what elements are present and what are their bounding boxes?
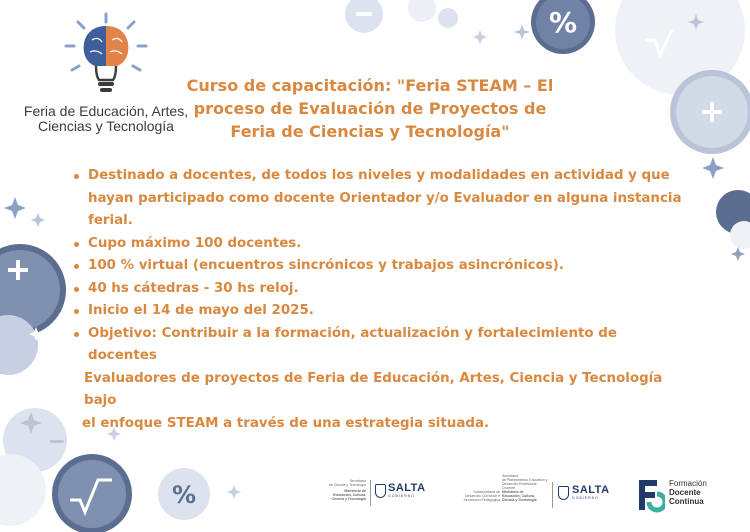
objective-line2: Evaluadores de proyectos de Feria de Educación, Artes, Ciencia y Tecnología bajo [84, 370, 663, 408]
list-item: Destinado a docentes, de todos los niveles y modalidades en actividad y que hayan participado como docente Orientador y/o Evaluador en alguna instancia ferial. [74, 165, 686, 233]
title-line3: Feria de Ciencias y Tecnología" [230, 122, 510, 141]
logo-text-line2: Ciencias y Tecnología [38, 118, 174, 134]
fdc-logo-text: Formación Docente Continua [669, 479, 707, 506]
divider [370, 480, 371, 506]
svg-text:%: % [171, 481, 197, 509]
shield-icon [375, 484, 386, 498]
minus-bubble [345, 0, 383, 33]
list-item: 40 hs cátedras - 30 hs reloj. [74, 278, 686, 301]
logo-text-line1: Feria de Educación, Artes, [23, 103, 189, 119]
list-item: Cupo máximo 100 docentes. [74, 233, 686, 256]
divider [552, 482, 553, 508]
ministry-logo-1: Secretaría de Ciencia y Tecnología Ministerio de Educación, Cultura, Ciencia y Tecnología [328, 479, 366, 501]
course-details-list [74, 165, 686, 435]
fdc-logo-icon [635, 476, 665, 514]
title-line1: Curso de capacitación: "Feria STEAM – El [186, 76, 554, 95]
objective-line1: Objetivo: Contribuir a la formación, actualización y fortalecimiento de docentes [88, 325, 617, 363]
course-title [160, 74, 580, 143]
list-item: 100 % virtual (encuentros sincrónicos y trabajos asincrónicos). [74, 255, 686, 278]
objective-item [74, 323, 686, 368]
list-item: Inicio el 14 de mayo del 2025. [74, 300, 686, 323]
svg-text:%: % [548, 6, 578, 39]
title-line2: proceso de Evaluación de Proyectos de [193, 99, 547, 118]
footer-logos: Secretaría de Ciencia y Tecnología Ministerio de Educación, Cultura, Ciencia y Tecnología SALTA GOBIERNO Secretaría de Planeamiento Educativo y Desarrollo Profesional Docente Subsecretaría de Desarrollo Curricular e Innovación Pedagógica Ministerio de Educación, Cultura, Ciencia y Tecnología SALTA GOBIERNO Formación Docente Continua [318, 474, 743, 524]
shield-icon [558, 486, 569, 500]
salta-logo-1: SALTA GOBIERNO [388, 482, 426, 498]
salta-logo-2: SALTA GOBIERNO [572, 484, 610, 500]
objective-line3: el enfoque STEAM a través de una estrategia situada. [82, 415, 490, 431]
